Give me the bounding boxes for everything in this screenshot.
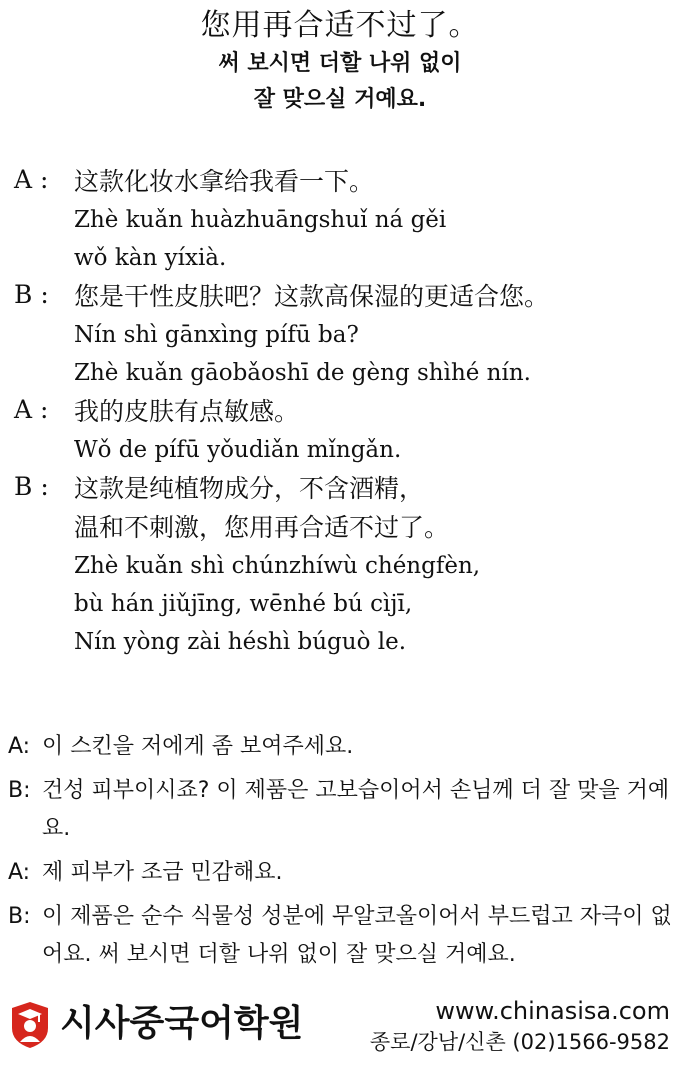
pinyin-line: Zhè kuǎn gāobǎoshī de gèng shìhé nín. [74,360,531,386]
contact-info: 종로/강남/신촌 (02)1566-9582 [369,1030,670,1054]
dialog [14,162,674,661]
dialog-turn [14,469,674,661]
chinese-line: 温和不刺激，您用再合适不过了。 [74,513,450,542]
graduate-shield-logo-icon [8,1000,52,1050]
chinese-line: 您是干性皮肤吧？这款高保湿的更适合您。 [74,282,550,311]
translation-text: 건성 피부이시죠? 이 제품은 고보습이어서 손님께 더 잘 맞을 거예요. [42,778,670,841]
speaker-label: A : [14,395,49,424]
translation-text: 이 제품은 순수 식물성 성분에 무알코올이어서 부드럽고 자극이 없어요. 써 보시면 더할 나위 없이 잘 맞으실 거예요. [42,904,672,967]
lesson-header [0,6,680,118]
dialog-turn [14,277,674,392]
translation-text: 이 스킨을 저에게 좀 보여주세요. [42,734,354,759]
translation-text: 제 피부가 조금 민감해요. [42,860,283,885]
title-chinese: 您用再合适不过了。 [200,8,480,43]
chinese-line: 这款是纯植物成分，不含酒精， [74,474,425,503]
pinyin-line: bù hán jiǔjīng, wēnhé bú cìjī, [74,591,413,617]
pinyin-line: Nín shì gānxìng pífū ba? [74,322,359,348]
title-korean-line-2: 잘 맞으실 거예요. [253,87,427,112]
translation-speaker: A: [8,734,31,759]
pinyin-line: wǒ kàn yíxià. [74,245,227,271]
title-korean-line-1: 써 보시면 더할 나위 없이 [218,51,462,76]
speaker-label: B : [14,472,49,501]
translation-speaker: A: [8,860,31,885]
translation-line [8,898,672,974]
chinese-line: 这款化妆水拿给我看一下。 [74,167,375,196]
translation-line [8,728,672,766]
speaker-label: B : [14,280,49,309]
translation-speaker: B: [8,778,31,803]
pinyin-line: Zhè kuǎn huàzhuāngshuǐ ná gěi [74,207,447,233]
dialog-turn [14,392,674,469]
translation-line [8,854,672,892]
pinyin-line: Nín yòng zài héshì búguò le. [74,629,407,655]
pinyin-line: Zhè kuǎn shì chúnzhíwù chéngfèn, [74,553,481,579]
academy-brand-name: 시사중국어학원 [60,1003,304,1044]
translation-line [8,772,672,848]
website-link[interactable]: www.chinasisa.com [435,997,670,1025]
chinese-line: 我的皮肤有点敏感。 [74,397,300,426]
dialog-turn [14,162,674,277]
speaker-label: A : [14,165,49,194]
translation-speaker: B: [8,904,31,929]
korean-translation [8,728,672,980]
footer [0,994,680,1069]
pinyin-line: Wǒ de pífū yǒudiǎn mǐngǎn. [74,437,402,463]
